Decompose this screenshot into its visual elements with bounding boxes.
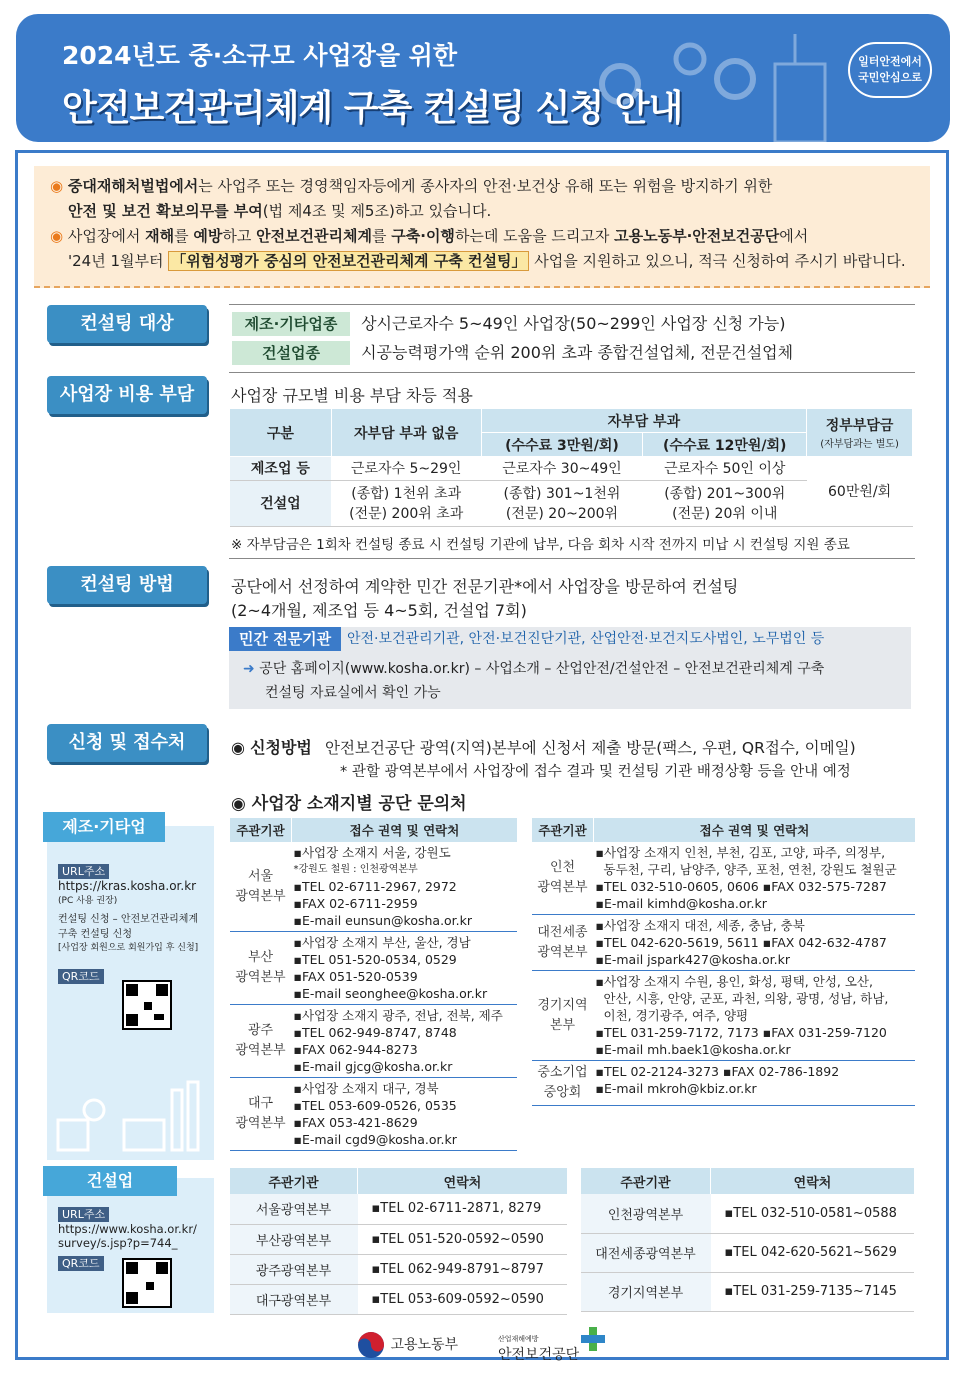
table-row <box>532 1061 916 1106</box>
cell-line: (종합) 201~300위 <box>664 485 786 502</box>
info-line: 이천, 경기광주, 여주, 양평 <box>603 1008 749 1023</box>
method-line2: (2~4개월, 제조업 등 4~5회, 건설업 7회) <box>231 601 527 620</box>
org-line: 중소기업 <box>537 1065 588 1080</box>
table-row <box>230 932 518 1005</box>
table-row <box>230 1194 568 1224</box>
target-text-manufacturing: 상시근로자수 5~49인 사업장(50~299인 사업장 신청 가능) <box>361 314 786 333</box>
th-org: 주관기관 <box>230 1168 358 1194</box>
th-tel: 연락처 <box>711 1168 915 1194</box>
intro-text: 는 사업주 또는 경영책임자등에게 종사자의 안전·보건상 유해 또는 위험을 방지하기 위한 <box>198 177 773 195</box>
cell-line: (종합) 1천위 초과 <box>351 485 462 502</box>
table-row <box>532 915 916 971</box>
org-name <box>230 842 292 932</box>
info-line: ▪E-mail gjcg@kosha.or.kr <box>293 1059 453 1074</box>
contact-title-text: 사업장 소재지별 공단 문의처 <box>251 794 467 814</box>
intro-text: 사업을 지원하고 있으니, 적극 신청하여 주시기 바랍니다. <box>529 252 906 270</box>
org-name <box>230 1078 292 1151</box>
kosha-logo <box>498 1334 579 1364</box>
header-subtitle: 2024년도 중·소규모 사업장을 위한 <box>62 41 457 70</box>
org-line: 광주 <box>247 1023 274 1038</box>
org-line: 광역본부 <box>235 1043 286 1058</box>
row-manufacturing: 제조업 등 <box>230 457 332 481</box>
slogan-line1: 일터안전에서 <box>858 55 922 68</box>
th-gov-label: 정부부담금 <box>825 418 894 434</box>
tel: ▪TEL 031-259-7135~7145 <box>711 1272 915 1311</box>
divider <box>229 558 915 559</box>
info-line: ▪FAX 051-520-0539 <box>293 969 418 984</box>
org-name <box>532 1061 594 1106</box>
intro-box <box>34 166 930 288</box>
org-name <box>230 1005 292 1078</box>
gov-value: 60만원/회 <box>807 457 913 527</box>
cell <box>643 481 807 527</box>
th-info: 접수 권역 및 연락처 <box>594 818 916 842</box>
intro-text: '24년 1월부터 <box>68 252 169 270</box>
cell: 근로자수 50인 이상 <box>643 457 807 481</box>
th-self: 자부담 부과 <box>481 409 807 433</box>
info-line: ▪사업장 소재지 인천, 부천, 김포, 고양, 파주, 의정부, <box>595 845 886 860</box>
info-line: ▪사업장 소재지 대구, 경북 <box>293 1081 439 1096</box>
info-line: ▪TEL 031-259-7172, 7173 ▪FAX 031-259-7120 <box>595 1025 887 1040</box>
tag-manufacturing: 제조·기타업종 <box>232 312 350 336</box>
apply-path-2: 구축 컨설팅 신청 <box>58 929 132 940</box>
org-name: 대구광역본부 <box>230 1284 358 1314</box>
header-banner <box>16 14 950 142</box>
table-row <box>532 842 916 915</box>
moel-logo <box>356 1330 458 1360</box>
org-line: 서울 <box>247 868 274 884</box>
divider <box>229 304 915 305</box>
cost-intro: 사업장 규모별 비용 부담 차등 적용 <box>231 386 473 405</box>
org-info <box>292 842 518 932</box>
org-name <box>532 915 594 971</box>
construction-table-left <box>229 1168 567 1315</box>
table-row <box>581 1194 915 1233</box>
info-line: ▪FAX 053-421-8629 <box>293 1115 418 1130</box>
info-line: ▪사업장 소재지 대전, 세종, 충남, 충북 <box>595 918 805 933</box>
info-line: ▪사업장 소재지 광주, 전남, 전북, 제주 <box>293 1008 503 1023</box>
org-name: 부산광역본부 <box>230 1224 358 1254</box>
info-line: ▪TEL 042-620-5619, 5611 ▪FAX 042-632-4787 <box>595 935 887 950</box>
org-line: 대구 <box>247 1096 274 1111</box>
tel: ▪TEL 051-520-0592~0590 <box>358 1224 568 1254</box>
info-line: 동두천, 구리, 남양주, 양주, 포천, 연천, 강원도 철원군 <box>603 862 897 877</box>
tag-construction: 건설업종 <box>232 341 350 365</box>
table-row <box>230 842 518 932</box>
info-line: ▪E-mail mkroh@kbiz.or.kr <box>595 1081 757 1096</box>
tag-private-org: 민간 전문기관 <box>229 627 341 651</box>
bullet-circle-icon: ◉ <box>50 177 64 195</box>
tel: ▪TEL 02-6711-2871, 8279 <box>358 1194 568 1224</box>
org-line: 부산 <box>247 950 274 965</box>
construction-url-1[interactable]: https://www.kosha.or.kr/ <box>58 1222 197 1236</box>
tel: ▪TEL 062-949-8791~8797 <box>358 1254 568 1284</box>
org-line: 본부 <box>549 1017 576 1033</box>
intro-bold: 안전보건관리체계 <box>256 227 372 245</box>
th-gov-note: (자부담과는 별도) <box>820 439 899 450</box>
org-info <box>594 971 916 1061</box>
cell: 근로자수 5~29인 <box>331 457 481 481</box>
apply-method-note: * 관할 광역본부에서 사업장에 접수 결과 및 컨설팅 기관 배정상황 등을 안내 예정 <box>340 764 851 780</box>
cost-table <box>229 408 913 527</box>
org-name: 서울광역본부 <box>230 1194 358 1224</box>
org-line: 광역본부 <box>235 970 286 985</box>
url-tag: URL주소 <box>58 864 109 879</box>
org-line: 광역본부 <box>235 1116 286 1131</box>
intro-bold: 중대재해처벌법에서 <box>67 177 199 195</box>
th-tel: 연락처 <box>358 1168 568 1194</box>
tel: ▪TEL 042-620-5621~5629 <box>711 1233 915 1272</box>
table-row <box>230 1078 518 1151</box>
slogan-badge <box>848 42 932 98</box>
bullet-circle-icon: ◉ <box>231 794 246 814</box>
cell-line: (전문) 20위 이내 <box>672 505 778 522</box>
construction-url-2[interactable]: survey/s.jsp?p=744_ <box>58 1236 178 1250</box>
highlight-program-name: 「위험성평가 중심의 안전보건관리체계 구축 컨설팅」 <box>168 251 529 271</box>
intro-bold: 재해 <box>145 227 175 245</box>
apply-path-3: [사업장 회원으로 회원가입 후 신청] <box>58 943 199 953</box>
info-line: ▪TEL 051-520-0534, 0529 <box>293 952 457 967</box>
apply-method <box>231 735 856 758</box>
section-label-apply: 신청 및 접수처 <box>47 724 207 762</box>
moel-name: 고용노동부 <box>390 1337 459 1353</box>
info-line: ▪사업장 소재지 수원, 용인, 화성, 평택, 안성, 오산, <box>595 974 873 989</box>
construction-table-right <box>580 1168 914 1312</box>
intro-text: (법 제4조 및 제5조)하고 있습니다. <box>262 202 492 220</box>
table-row <box>230 1284 568 1314</box>
apply-method-title: 신청방법 <box>250 738 312 757</box>
cost-note: ※ 자부담금은 1회차 컨설팅 종료 시 컨설팅 기관에 납부, 다음 회차 시작 전까지 미납 시 컨설팅 지원 종료 <box>231 537 850 553</box>
info-line: ▪E-mail eunsun@kosha.or.kr <box>293 913 473 928</box>
info-line: ▪TEL 053-609-0526, 0535 <box>293 1098 457 1113</box>
org-line: 광역본부 <box>537 944 588 960</box>
taegeuk-icon <box>356 1330 386 1360</box>
th-none: 자부담 부과 없음 <box>331 409 481 457</box>
org-line: 중앙회 <box>543 1085 582 1100</box>
tel: ▪TEL 032-510-0581~0588 <box>711 1194 915 1233</box>
target-row-construction <box>232 340 793 365</box>
intro-text: 에서 <box>779 227 809 245</box>
info-line: ▪E-mail kimhd@kosha.or.kr <box>595 896 767 911</box>
intro-paragraph-2b <box>50 249 914 274</box>
info-line: ▪사업장 소재지 부산, 울산, 경남 <box>293 935 471 950</box>
info-line: ▪E-mail cgd9@kosha.or.kr <box>293 1132 457 1147</box>
reference-line1: 공단 홈페이지(www.kosha.or.kr) – 사업소개 – 산업안전/건설안전 – 안전보건관리체계 구축 <box>259 661 825 677</box>
bullet-circle-icon: ◉ <box>231 738 245 757</box>
info-line: ▪TEL 02-6711-2967, 2972 <box>293 879 457 894</box>
org-line: 광역본부 <box>235 888 286 904</box>
slogan-line2: 국민안심으로 <box>858 71 922 84</box>
arrow-right-icon: ➜ <box>243 661 255 677</box>
section-label-method: 컨설팅 방법 <box>47 566 207 604</box>
factory-illustration <box>54 1080 214 1156</box>
intro-text: 사업장에서 <box>67 227 146 245</box>
org-name: 인천광역본부 <box>581 1194 711 1233</box>
intro-text: 하는데 도움을 드리고자 <box>454 227 615 245</box>
org-info <box>292 932 518 1005</box>
intro-bold: 예방 <box>193 227 223 245</box>
cell <box>481 481 643 527</box>
intro-paragraph-1b <box>50 199 914 224</box>
side-manufacturing-info <box>58 860 208 984</box>
org-info <box>594 1061 916 1106</box>
org-line: 광역본부 <box>537 880 588 895</box>
th-org: 주관기관 <box>532 818 594 842</box>
info-line: *강원도 철원 : 인천광역본부 <box>293 864 418 875</box>
org-name: 대전세종광역본부 <box>581 1233 711 1272</box>
cell-line: (전문) 20~200위 <box>505 505 619 522</box>
intro-paragraph-2 <box>50 224 914 249</box>
private-org-list: 안전·보건관리기관, 안전·보건진단기관, 산업안전·보건지도사법인, 노무법인 등 <box>347 631 825 647</box>
info-line: ▪E-mail seonghee@kosha.or.kr <box>293 986 488 1001</box>
th-org: 주관기관 <box>230 818 292 842</box>
intro-bold: 안전 및 보건 확보의무를 부여 <box>68 202 263 220</box>
org-name <box>230 932 292 1005</box>
info-line: ▪FAX 062-944-8273 <box>293 1042 418 1057</box>
org-name: 경기지역본부 <box>581 1272 711 1311</box>
org-line: 인천 <box>549 860 576 875</box>
qr-tag: QR코드 <box>58 1256 104 1271</box>
th-gubun: 구분 <box>230 409 332 457</box>
intro-text: 를 <box>372 227 392 245</box>
section-label-cost: 사업장 비용 부담 <box>47 376 207 414</box>
contact-table-left <box>229 818 517 1151</box>
target-text-construction: 시공능력평가액 순위 200위 초과 종합건설업체, 전문건설업체 <box>361 343 794 362</box>
th-info: 접수 권역 및 연락처 <box>292 818 518 842</box>
intro-text: 를 <box>174 227 194 245</box>
method-reference <box>243 657 903 705</box>
info-line: ▪TEL 032-510-0605, 0606 ▪FAX 032-575-7287 <box>595 879 887 894</box>
info-line: ▪FAX 02-6711-2959 <box>293 896 418 911</box>
bullet-circle-icon: ◉ <box>50 227 64 245</box>
row-construction: 건설업 <box>230 481 332 527</box>
qr-code-construction[interactable] <box>122 1258 172 1308</box>
org-name <box>532 971 594 1061</box>
info-line: ▪E-mail jspark427@kosha.or.kr <box>595 952 790 967</box>
kosha-cross-icon <box>580 1326 606 1352</box>
table-row <box>230 1224 568 1254</box>
info-line: 안산, 시흥, 안양, 군포, 과천, 의왕, 광명, 성남, 하남, <box>603 991 889 1006</box>
org-line: 경기지역 <box>537 997 588 1013</box>
manufacturing-url[interactable]: https://kras.kosha.or.kr <box>58 879 197 893</box>
intro-bold: 고용노동부·안전보건공단 <box>614 227 780 245</box>
reference-line2: 컨설팅 자료실에서 확인 가능 <box>265 685 441 701</box>
kosha-name: 안전보건공단 <box>498 1347 580 1363</box>
th-fee-12: (수수료 12만원/회) <box>643 433 807 457</box>
info-line: ▪E-mail mh.baek1@kosha.or.kr <box>595 1042 791 1057</box>
info-line: ▪TEL 062-949-8747, 8748 <box>293 1025 457 1040</box>
th-org: 주관기관 <box>581 1168 711 1194</box>
method-box <box>229 627 911 709</box>
contact-title <box>231 789 467 814</box>
org-info <box>292 1005 518 1078</box>
table-row <box>230 1005 518 1078</box>
table-row <box>532 971 916 1061</box>
org-info <box>594 842 916 915</box>
org-info <box>292 1078 518 1151</box>
url-tag: URL주소 <box>58 1207 109 1222</box>
table-row <box>581 1272 915 1311</box>
apply-path-1: 컨설팅 신청 – 안전보건관리체계 <box>58 914 199 925</box>
table-row <box>581 1233 915 1272</box>
page-title: 안전보건관리체계 구축 컨설팅 신청 안내 <box>62 88 683 129</box>
org-name: 광주광역본부 <box>230 1254 358 1284</box>
org-name <box>532 842 594 915</box>
intro-bold: 구축·이행 <box>391 227 455 245</box>
side-title-construction: 건설업 <box>43 1166 177 1196</box>
divider <box>229 372 915 373</box>
side-title-manufacturing: 제조·기타업 <box>43 812 165 842</box>
cell-line: (종합) 301~1천위 <box>503 485 621 502</box>
cell: 근로자수 30~49인 <box>481 457 643 481</box>
url-note: (PC 사용 권장) <box>58 896 118 906</box>
info-line: ▪사업장 소재지 서울, 강원도 <box>293 845 451 860</box>
section-label-target: 컨설팅 대상 <box>47 305 207 343</box>
table-row <box>230 1254 568 1284</box>
cell <box>331 481 481 527</box>
intro-text: 하고 <box>222 227 257 245</box>
contact-table-right <box>531 818 915 1106</box>
qr-code-manufacturing[interactable] <box>122 980 172 1030</box>
intro-paragraph-1 <box>50 174 914 199</box>
org-info <box>594 915 916 971</box>
kosha-small: 산업재해예방 <box>498 1335 539 1343</box>
cell-line: (전문) 200위 초과 <box>349 505 464 522</box>
method-line1: 공단에서 선정하여 계약한 민간 전문기관*에서 사업장을 방문하여 컨설팅 <box>231 577 739 596</box>
th-fee-3: (수수료 3만원/회) <box>481 433 643 457</box>
target-row-manufacturing <box>232 311 785 336</box>
apply-method-text: 안전보건공단 광역(지역)본부에 신청서 제출 방문(팩스, 우편, QR접수, 이메일) <box>324 739 856 757</box>
org-line: 대전세종 <box>537 924 588 940</box>
th-gov <box>807 409 913 457</box>
info-line: ▪TEL 02-2124-3273 ▪FAX 02-786-1892 <box>595 1064 840 1079</box>
qr-tag: QR코드 <box>58 969 104 984</box>
tel: ▪TEL 053-609-0592~0590 <box>358 1284 568 1314</box>
